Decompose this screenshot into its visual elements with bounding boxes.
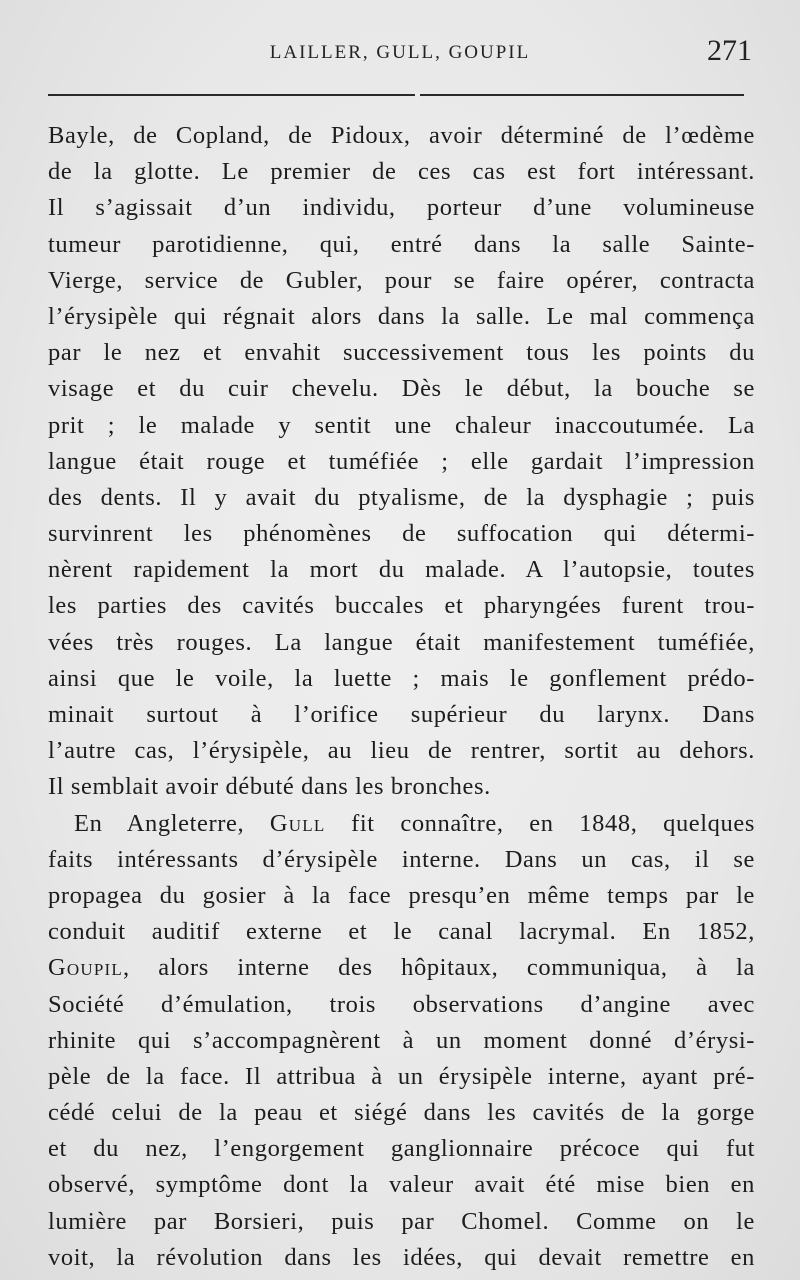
text-line: par le nez et envahit successivement tous les points du — [48, 339, 755, 367]
text-line: visage et du cuir chevelu. Dès le début, la bouche se — [48, 375, 755, 403]
text-line: minait surtout à l’orifice supérieur du larynx. Dans — [48, 701, 755, 728]
text-line: survinrent les phénomènes de suffocation qui détermi- — [48, 520, 755, 548]
text-line: faits intéressants d’érysipèle interne. Dans un cas, il se — [48, 845, 755, 873]
header-rule-gap — [415, 92, 420, 98]
text-line: prit ; le malade y sentit une chaleur inaccoutumée. La — [48, 411, 755, 439]
text-line: pèle de la face. Il attribua à un érysipèle interne, ayant pré- — [48, 1062, 755, 1090]
text-line: vées très rouges. La langue était manifestement tuméfiée, — [48, 628, 755, 656]
text-line: et du nez, l’engorgement ganglionnaire précoce qui fut — [48, 1135, 755, 1163]
text-line: des dents. Il y avait du ptyalisme, de la dysphagie ; puis — [48, 483, 755, 511]
text-line: nèrent rapidement la mort du malade. A l’autopsie, toutes — [48, 556, 755, 584]
text-line: observé, symptôme dont la valeur avait été mise bien en — [48, 1171, 755, 1199]
header-rule — [48, 94, 744, 96]
author-name-gull: Gull — [269, 809, 326, 837]
text-line: Bayle, de Copland, de Pidoux, avoir déterminé de l’œdème — [48, 122, 755, 149]
text-line: propagea du gosier à la face presqu’en même temps par le — [48, 881, 755, 909]
text-line: rhinite qui s’accompagnèrent à un moment donné d’érysi- — [48, 1026, 755, 1054]
text-line: Société d’émulation, trois observations d’angine avec — [48, 990, 755, 1018]
text-line: tumeur parotidienne, qui, entré dans la salle Sainte- — [48, 230, 755, 258]
text-line — [48, 950, 755, 986]
text-line: voit, la révolution dans les idées, qui devait remettre en — [48, 1243, 755, 1271]
body-text — [48, 118, 755, 1276]
text-fragment: , alors interne des hôpitaux, communiqua, à la — [122, 954, 755, 982]
text-fragment: En Angleterre, — [74, 809, 270, 837]
text-line: Vierge, service de Gubler, pour se faire opérer, contracta — [48, 266, 755, 294]
text-line: Il s’agissait d’un individu, porteur d’une volumineuse — [48, 194, 755, 222]
text-line-paragraph-start — [48, 806, 755, 842]
page-number: 271 — [707, 34, 752, 67]
running-title: LAILLER, GULL, GOUPIL — [269, 42, 531, 63]
text-line: de la glotte. Le premier de ces cas est fort intéressant. — [48, 158, 755, 186]
text-line-paragraph-end: Il semblait avoir débuté dans les bronches. — [48, 773, 491, 801]
text-line: ainsi que le voile, la luette ; mais le gonflement prédo- — [48, 664, 755, 692]
text-line: l’autre cas, l’érysipèle, au lieu de rentrer, sortit au dehors. — [48, 737, 755, 765]
text-line: l’érysipèle qui régnait alors dans la salle. Le mal commença — [48, 302, 755, 330]
text-fragment: fit connaître, en 1848, quelques — [325, 809, 755, 837]
author-name-goupil: Goupil — [48, 954, 123, 982]
text-line: les parties des cavités buccales et pharyngées furent trou- — [48, 592, 755, 620]
text-line: conduit auditif externe et le canal lacrymal. En 1852, — [48, 918, 755, 946]
text-line: cédé celui de la peau et siégé dans les cavités de la gorge — [48, 1099, 755, 1127]
text-line: langue était rouge et tuméfiée ; elle gardait l’impression — [48, 447, 755, 475]
text-line: lumière par Borsieri, puis par Chomel. Comme on le — [48, 1207, 755, 1235]
